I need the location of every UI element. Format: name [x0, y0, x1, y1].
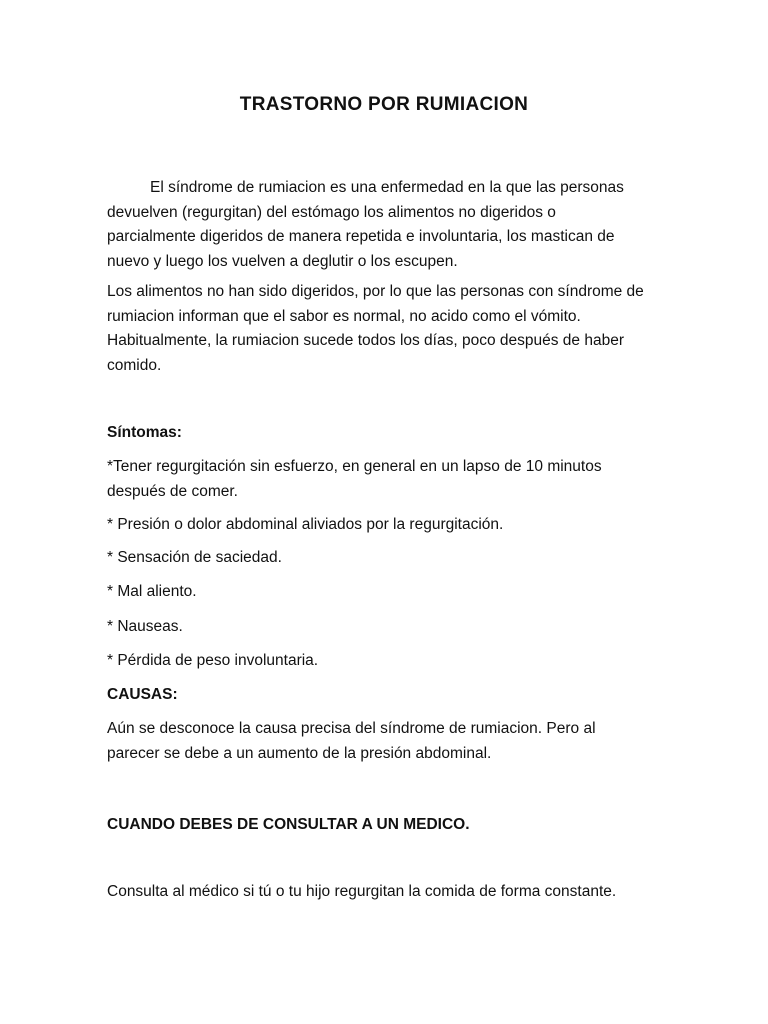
taste-line: comido.: [107, 356, 162, 374]
symptom-item: * Presión o dolor abdominal aliviados por la regurgitación.: [107, 516, 504, 533]
taste-line: rumiacion informan que el sabor es normal, no acido como el vómito.: [107, 307, 581, 325]
causes-paragraph: [107, 717, 667, 766]
document-title: TRASTORNO POR RUMIACION: [239, 94, 529, 115]
symptom-item: [107, 455, 667, 504]
taste-line: Los alimentos no han sido digeridos, por lo que las personas con síndrome de: [107, 283, 644, 300]
causes-heading: CAUSAS:: [107, 686, 178, 703]
symptoms-heading: Síntomas:: [107, 424, 182, 441]
symptom-line: *Tener regurgitación sin esfuerzo, en general en un lapso de 10 minutos: [107, 458, 602, 475]
causes-line: Aún se desconoce la causa precisa del síndrome de rumiacion. Pero al: [107, 720, 596, 737]
consult-paragraph: Consulta al médico si tú o tu hijo regurgitan la comida de forma constante.: [107, 883, 617, 900]
symptom-item: * Mal aliento.: [107, 583, 197, 600]
symptom-item: * Sensación de saciedad.: [107, 549, 282, 566]
taste-paragraph: [107, 280, 667, 378]
symptom-line: después de comer.: [107, 482, 238, 500]
symptom-item: * Nauseas.: [107, 618, 183, 635]
intro-line: devuelven (regurgitan) del estómago los alimentos no digeridos o: [107, 203, 556, 221]
intro-line: El síndrome de rumiacion es una enfermedad en la que las personas: [150, 179, 624, 196]
consult-heading: CUANDO DEBES DE CONSULTAR A UN MEDICO.: [107, 816, 470, 833]
symptom-item: * Pérdida de peso involuntaria.: [107, 652, 319, 669]
intro-line: parcialmente digeridos de manera repetida e involuntaria, los mastican de: [107, 228, 615, 245]
taste-line: Habitualmente, la rumiacion sucede todos los días, poco después de haber: [107, 332, 624, 349]
intro-line: nuevo y luego los vuelven a deglutir o los escupen.: [107, 252, 458, 270]
intro-paragraph: [107, 176, 667, 274]
causes-line: parecer se debe a un aumento de la presión abdominal.: [107, 744, 492, 762]
